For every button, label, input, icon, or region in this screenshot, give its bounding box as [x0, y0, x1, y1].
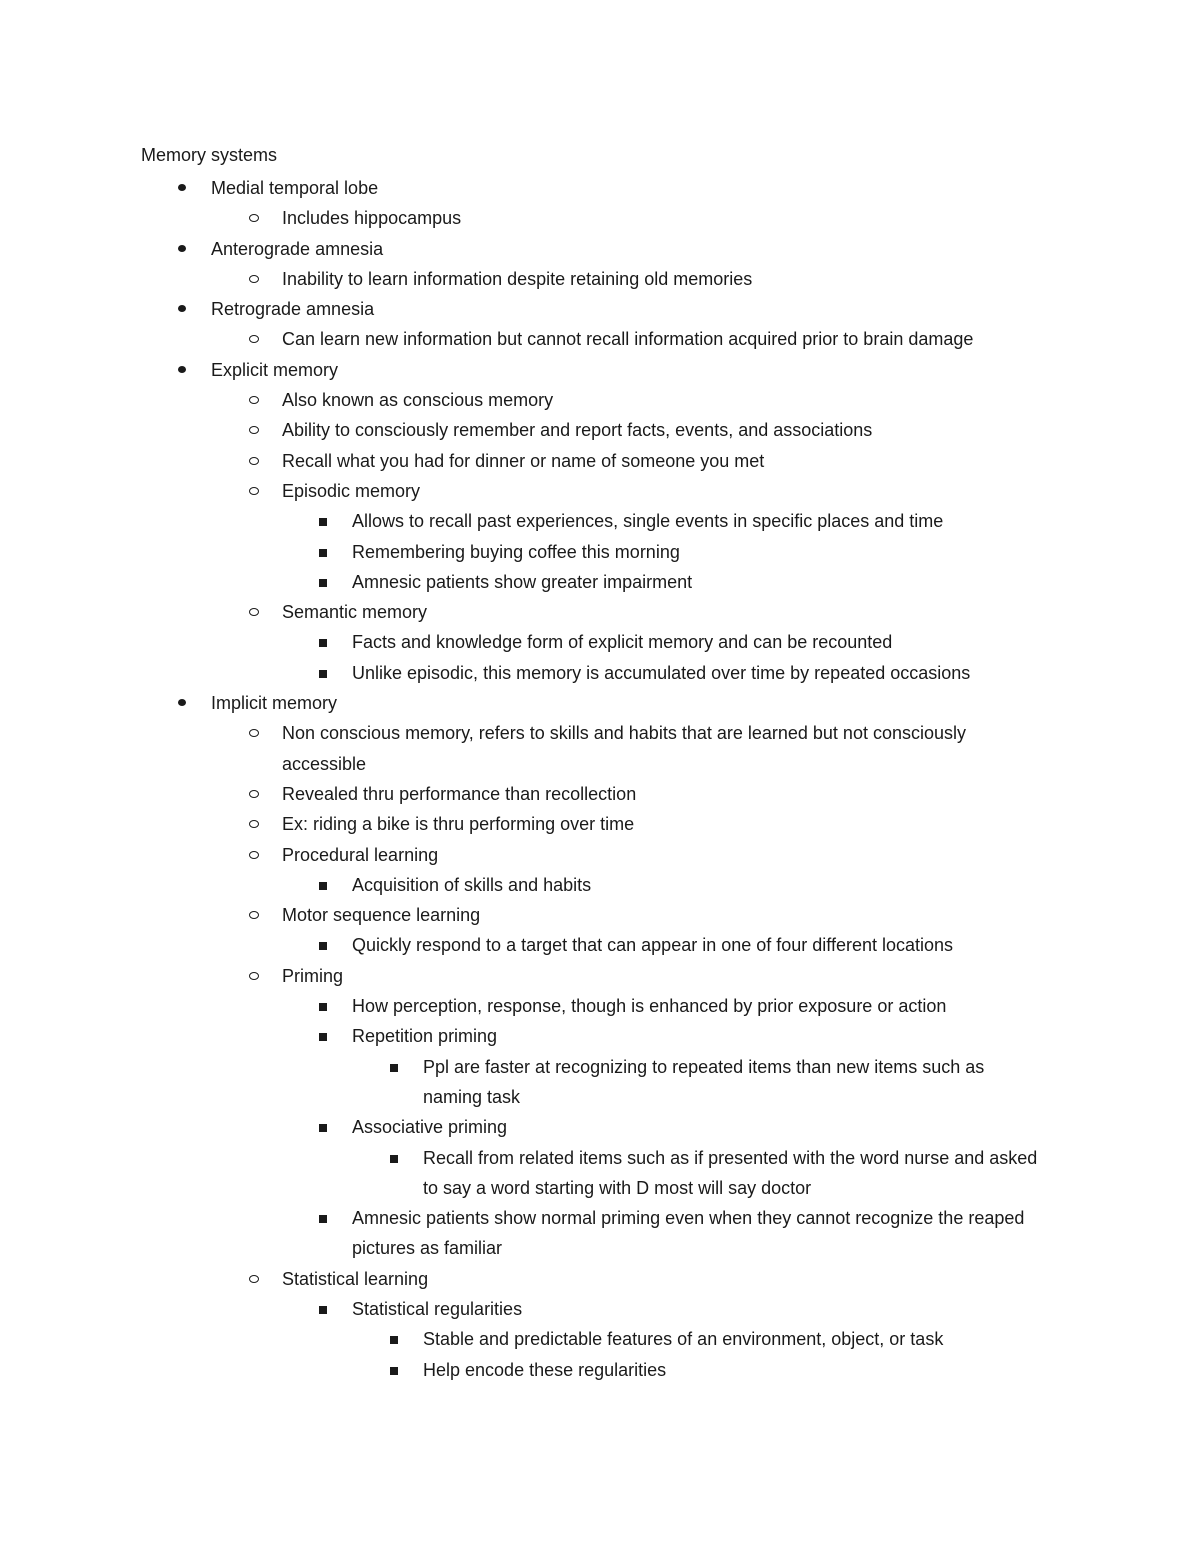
outline-item-level-4 [0, 1143, 1200, 1204]
outline-item-level-3 [0, 1112, 1200, 1142]
outline-item-level-2 [0, 718, 1200, 779]
outline-item-text: Quickly respond to a target that can appear in one of four different locations [352, 935, 954, 956]
circle-bullet-icon [247, 385, 263, 415]
dot-bullet-icon [176, 173, 192, 203]
circle-bullet-icon [247, 840, 263, 870]
outline-item-text: Procedural learning [282, 844, 439, 865]
outline-item-text: Medial temporal lobe [211, 178, 379, 198]
square-bullet-icon [388, 1052, 404, 1082]
outline-item-level-2 [0, 385, 1200, 415]
square-bullet-icon [317, 658, 333, 688]
square-bullet-icon [317, 567, 333, 597]
outline-item-text: Episodic memory [282, 480, 421, 501]
outline-item-text: Amnesic patients show normal priming even when they cannot recognize the reaped pictures as familiar [352, 1208, 1025, 1259]
outline-item-level-3 [0, 567, 1200, 597]
outline-item-text: Can learn new information but cannot recall information acquired prior to brain damage [282, 329, 974, 350]
outline-item-level-2 [0, 476, 1200, 506]
outline-item-text: Recall from related items such as if presented with the word nurse and asked to say a word starting with D most will say doctor [423, 1147, 1038, 1198]
outline-item-level-2 [0, 203, 1200, 233]
square-bullet-icon [317, 930, 333, 960]
square-bullet-icon [317, 537, 333, 567]
outline-item-text: Motor sequence learning [282, 905, 481, 926]
circle-bullet-icon [247, 476, 263, 506]
outline-item-level-2 [0, 324, 1200, 354]
outline-item-text: Statistical regularities [352, 1298, 523, 1319]
outline-item-text: Stable and predictable features of an environment, object, or task [423, 1329, 944, 1350]
outline-item-text: Amnesic patients show greater impairment [352, 571, 693, 592]
outline-item-level-2 [0, 900, 1200, 930]
dot-bullet-icon [176, 355, 192, 385]
outline-item-text: Remembering buying coffee this morning [352, 541, 680, 562]
outline-item-level-2 [0, 809, 1200, 839]
outline-item-level-2 [0, 597, 1200, 627]
outline-item-text: Help encode these regularities [423, 1359, 667, 1380]
outline-item-text: Repetition priming [352, 1026, 498, 1047]
outline-item-text: Associative priming [352, 1117, 508, 1138]
square-bullet-icon [388, 1143, 404, 1173]
outline-item-level-1 [0, 355, 1200, 385]
square-bullet-icon [388, 1355, 404, 1385]
outline-item-level-2 [0, 446, 1200, 476]
outline-item-level-2 [0, 1264, 1200, 1294]
square-bullet-icon [317, 1203, 333, 1233]
square-bullet-icon [317, 1021, 333, 1051]
circle-bullet-icon [247, 809, 263, 839]
outline-item-text: Ability to consciously remember and report facts, events, and associations [282, 420, 873, 441]
outline-item-level-3 [0, 658, 1200, 688]
circle-bullet-icon [247, 324, 263, 354]
circle-bullet-icon [247, 779, 263, 809]
outline-item-level-2 [0, 415, 1200, 445]
circle-bullet-icon [247, 961, 263, 991]
outline-item-text: How perception, response, though is enhanced by prior exposure or action [352, 996, 947, 1017]
dot-bullet-icon [176, 294, 192, 324]
outline-item-text: Statistical learning [282, 1268, 429, 1289]
outline-item-level-3 [0, 1294, 1200, 1324]
outline-item-level-2 [0, 961, 1200, 991]
outline-item-level-2 [0, 840, 1200, 870]
outline-item-text: Acquisition of skills and habits [352, 874, 592, 895]
square-bullet-icon [317, 627, 333, 657]
circle-bullet-icon [247, 900, 263, 930]
outline-item-text: Semantic memory [282, 602, 428, 623]
outline-item-text: Facts and knowledge form of explicit memory and can be recounted [352, 632, 893, 653]
dot-bullet-icon [176, 234, 192, 264]
outline-item-level-1 [0, 688, 1200, 718]
circle-bullet-icon [247, 415, 263, 445]
outline-item-text: Includes hippocampus [282, 208, 462, 229]
outline-item-level-3 [0, 1203, 1200, 1264]
square-bullet-icon [317, 506, 333, 536]
circle-bullet-icon [247, 597, 263, 627]
circle-bullet-icon [247, 1264, 263, 1294]
outline-item-level-1 [0, 173, 1200, 203]
outline-item-text: Recall what you had for dinner or name of someone you met [282, 450, 765, 471]
outline-item-text: Also known as conscious memory [282, 390, 554, 411]
square-bullet-icon [317, 1294, 333, 1324]
outline-item-level-3 [0, 1021, 1200, 1051]
outline-item-level-2 [0, 264, 1200, 294]
outline-item-text: Explicit memory [211, 359, 339, 380]
outline-item-level-4 [0, 1324, 1200, 1354]
square-bullet-icon [388, 1324, 404, 1354]
outline-item-level-3 [0, 991, 1200, 1021]
square-bullet-icon [317, 1112, 333, 1142]
outline-item-level-4 [0, 1355, 1200, 1385]
square-bullet-icon [317, 991, 333, 1021]
outline-item-text: Retrograde amnesia [211, 299, 375, 320]
outline-item-text: Priming [282, 965, 344, 986]
outline-item-level-2 [0, 779, 1200, 809]
outline-item-text: Ppl are faster at recognizing to repeated items than new items such as naming task [423, 1056, 985, 1107]
square-bullet-icon [317, 870, 333, 900]
outline-item-level-3 [0, 870, 1200, 900]
outline-item-level-1 [0, 234, 1200, 264]
outline-item-level-1 [0, 294, 1200, 324]
outline-item-text: Non conscious memory, refers to skills and habits that are learned but not consciously accessible [282, 723, 966, 774]
outline-item-level-4 [0, 1052, 1200, 1113]
outline-item-level-3 [0, 627, 1200, 657]
outline-item-text: Inability to learn information despite retaining old memories [282, 268, 753, 289]
outline-item-text: Unlike episodic, this memory is accumulated over time by repeated occasions [352, 662, 971, 683]
outline-item-text: Implicit memory [211, 693, 338, 714]
outline-item-text: Allows to recall past experiences, single events in specific places and time [352, 511, 944, 532]
outline-item-text: Anterograde amnesia [211, 238, 384, 259]
outline-item-level-3 [0, 506, 1200, 536]
outline-item-level-3 [0, 930, 1200, 960]
outline-item-text: Ex: riding a bike is thru performing over time [282, 814, 635, 835]
circle-bullet-icon [247, 718, 263, 748]
circle-bullet-icon [247, 264, 263, 294]
circle-bullet-icon [247, 203, 263, 233]
document-title: Memory systems [141, 145, 278, 165]
outline-item-level-3 [0, 537, 1200, 567]
dot-bullet-icon [176, 688, 192, 718]
bullet-outline [0, 173, 1200, 1385]
circle-bullet-icon [247, 446, 263, 476]
outline-item-text: Revealed thru performance than recollection [282, 783, 637, 804]
